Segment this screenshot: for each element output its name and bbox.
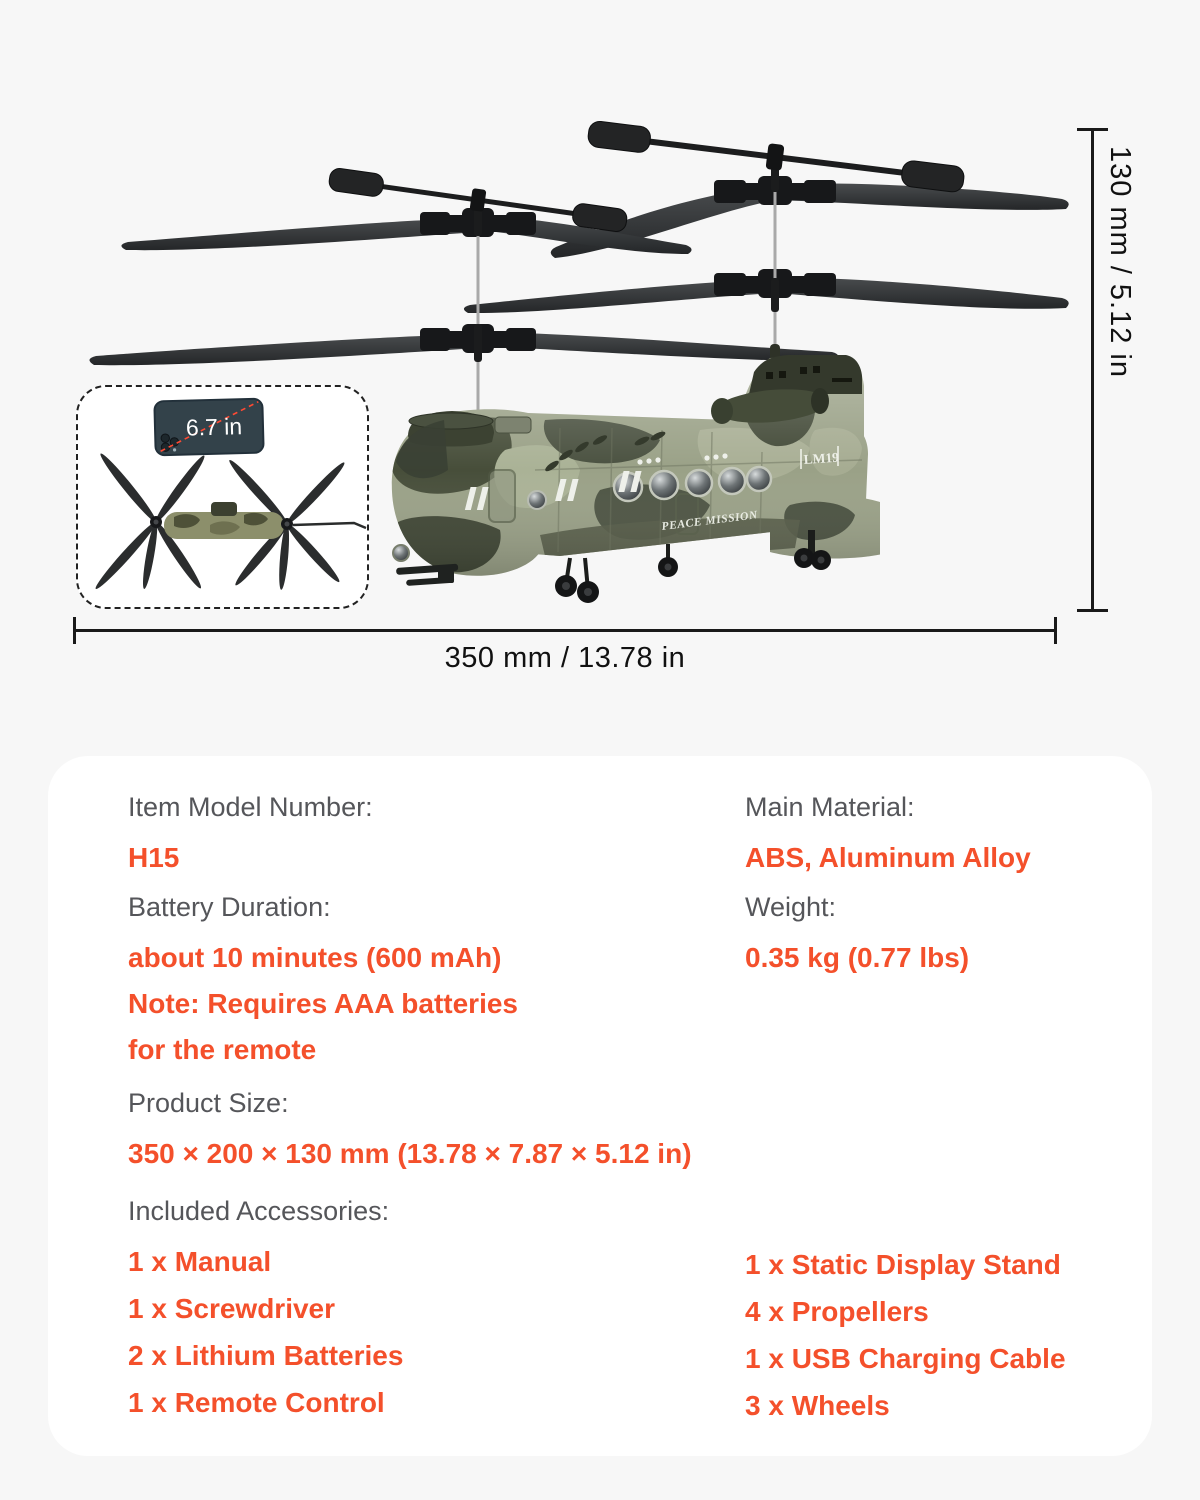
spec-battery-value-line2: Note: Requires AAA batteries [128, 988, 519, 1019]
spec-battery-value-line3: for the remote [128, 1034, 317, 1065]
width-dimension-line [73, 629, 1057, 632]
spec-material-label: Main Material: [745, 792, 915, 822]
accessory-item: 1 x Static Display Stand [745, 1249, 1061, 1280]
accessory-item: 1 x USB Charging Cable [745, 1343, 1066, 1374]
spec-weight-label: Weight: [745, 892, 837, 922]
spec-material-value: ABS, Aluminum Alloy [745, 842, 1031, 873]
spec-battery-value-line1: about 10 minutes (600 mAh) [128, 942, 502, 973]
spec-weight [745, 890, 1135, 981]
width-dimension-label: 350 mm / 13.78 in [444, 642, 686, 674]
helicopter-product-photo [0, 0, 1200, 720]
spec-size-label: Product Size: [128, 1088, 289, 1118]
accessory-item: 1 x Manual [128, 1246, 272, 1277]
spec-model [128, 790, 728, 881]
svg-text:LM19: LM19 [803, 449, 840, 467]
spec-battery [128, 890, 728, 1073]
fuselage [380, 350, 880, 603]
accessory-item: 2 x Lithium Batteries [128, 1340, 404, 1371]
phone [154, 399, 263, 456]
spec-battery-label: Battery Duration: [128, 892, 331, 922]
accessory-item: 1 x Screwdriver [128, 1293, 336, 1324]
height-dimension-label: 130 mm / 5.12 in [1104, 146, 1136, 378]
product-showcase [0, 0, 1200, 720]
spec-size-value: 350 × 200 × 130 mm (13.78 × 7.87 × 5.12 in) [128, 1138, 692, 1169]
folded-helicopter-with-phone [78, 387, 367, 607]
accessories-list-right [745, 1241, 1135, 1429]
accessory-item: 4 x Propellers [745, 1296, 929, 1327]
fuselage-marking-peace-mission: PEACE MISSION [660, 509, 759, 533]
spec-accessories-heading [128, 1194, 1108, 1239]
spec-weight-value: 0.35 kg (0.77 lbs) [745, 942, 970, 973]
accessory-item: 3 x Wheels [745, 1390, 890, 1421]
accessory-item: 1 x Remote Control [128, 1387, 385, 1418]
nose-equipment [396, 564, 458, 586]
spec-model-value: H15 [128, 842, 180, 873]
spec-model-label: Item Model Number: [128, 792, 373, 822]
inset-scale-label: 6.7 in [185, 413, 243, 441]
height-dimension-line [1091, 128, 1094, 612]
spec-material [745, 790, 1135, 881]
spec-accessories-label: Included Accessories: [128, 1196, 390, 1226]
accessories-list-left [128, 1238, 728, 1426]
spec-size [128, 1086, 1108, 1177]
specifications-card [48, 756, 1152, 1456]
folded-helicopter-body [150, 502, 366, 539]
scale-comparison-inset [76, 385, 369, 609]
